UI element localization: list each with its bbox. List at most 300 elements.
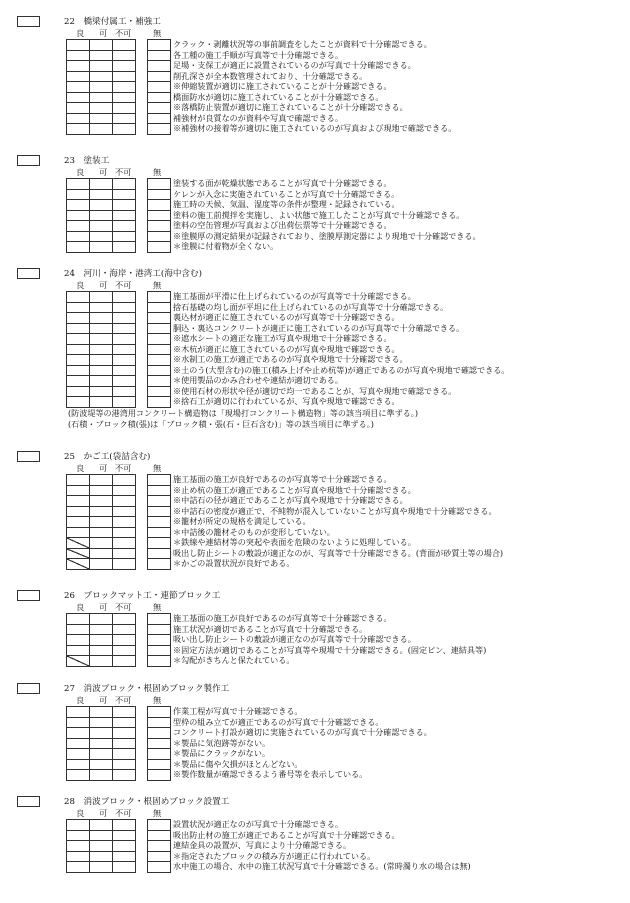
- criteria-item: ※水制工の施工が適正であるのが写真や現地で十分確認できる。: [173, 354, 408, 364]
- check-none[interactable]: [148, 114, 171, 125]
- criteria-item: ※中詰石の密度が適正で、不純物が混入していないことが写真や現地で十分確認できる。: [173, 505, 497, 516]
- check-none[interactable]: [148, 334, 171, 345]
- check-good[interactable]: [67, 635, 90, 646]
- check-ok[interactable]: [90, 496, 113, 507]
- check-bad[interactable]: [113, 559, 136, 570]
- check-good[interactable]: [67, 614, 90, 625]
- check-ok[interactable]: [90, 707, 113, 718]
- rating-grid: [66, 178, 136, 253]
- check-ok[interactable]: [90, 475, 113, 486]
- check-bad[interactable]: [113, 749, 136, 760]
- check-bad[interactable]: [113, 366, 136, 377]
- criteria-list: [173, 178, 481, 252]
- check-bad[interactable]: [113, 61, 136, 72]
- check-none[interactable]: [148, 221, 171, 232]
- criteria-item: ＊指定されたブロックの積み方が適正に行われている。: [173, 850, 376, 861]
- check-none[interactable]: [148, 179, 171, 190]
- check-ok[interactable]: [90, 313, 113, 324]
- check-bad[interactable]: [113, 82, 136, 93]
- check-bad[interactable]: [113, 820, 136, 831]
- rating-grid: [66, 39, 136, 135]
- rating-row: [67, 387, 136, 398]
- check-ok[interactable]: [90, 376, 113, 387]
- check-ok[interactable]: [90, 852, 113, 863]
- check-good[interactable]: [67, 93, 90, 104]
- check-bad[interactable]: [113, 51, 136, 62]
- check-none[interactable]: [148, 749, 171, 760]
- check-ok[interactable]: [90, 334, 113, 345]
- check-none[interactable]: [148, 625, 171, 636]
- check-none[interactable]: [148, 852, 171, 863]
- check-ok[interactable]: [90, 760, 113, 771]
- check-none[interactable]: [148, 760, 171, 771]
- check-ok[interactable]: [90, 200, 113, 211]
- check-none[interactable]: [148, 51, 171, 62]
- check-ok[interactable]: [90, 862, 113, 873]
- check-good[interactable]: [67, 646, 90, 657]
- check-none[interactable]: [148, 345, 171, 356]
- check-good[interactable]: [67, 749, 90, 760]
- criteria-item: ＊製品にクラックがない。: [173, 748, 270, 758]
- check-none[interactable]: [148, 496, 171, 507]
- criteria-list: [173, 39, 456, 134]
- check-none[interactable]: [148, 538, 171, 549]
- check-ok[interactable]: [90, 345, 113, 356]
- check-good[interactable]: [67, 232, 90, 243]
- check-good[interactable]: [67, 72, 90, 83]
- rating-row: [67, 614, 136, 625]
- column-header-ok: 可: [99, 695, 108, 705]
- check-ok[interactable]: [90, 517, 113, 528]
- column-header-bad: 不可: [115, 463, 132, 473]
- check-bad[interactable]: [113, 852, 136, 863]
- section-score-box[interactable]: [17, 796, 40, 807]
- rating-row: [67, 303, 136, 314]
- check-none[interactable]: [148, 635, 171, 646]
- check-ok[interactable]: [90, 190, 113, 201]
- check-good[interactable]: [67, 103, 90, 114]
- check-bad[interactable]: [113, 124, 136, 135]
- check-good[interactable]: [67, 538, 90, 549]
- column-header-none: 無: [153, 602, 162, 612]
- check-none[interactable]: [148, 124, 171, 135]
- check-bad[interactable]: [113, 831, 136, 842]
- rating-row: [67, 625, 136, 636]
- rating-row: [67, 656, 136, 667]
- rating-row: [67, 749, 136, 760]
- check-none[interactable]: [148, 93, 171, 104]
- criteria-item: 連結金具の設置が、写真により十分確認できる。: [173, 840, 352, 850]
- check-ok[interactable]: [90, 507, 113, 518]
- check-none[interactable]: [148, 707, 171, 718]
- check-good[interactable]: [67, 366, 90, 377]
- none-column: [147, 819, 171, 873]
- check-bad[interactable]: [113, 475, 136, 486]
- criteria-item: ※落橋防止装置が適切に施工されていることが十分確認できる。: [173, 102, 408, 112]
- check-none[interactable]: [148, 718, 171, 729]
- check-bad[interactable]: [113, 718, 136, 729]
- column-header-ok: 可: [99, 280, 108, 290]
- check-bad[interactable]: [113, 517, 136, 528]
- criteria-item: ＊中詰後の籠材そのものが変形していない。: [173, 526, 335, 537]
- check-bad[interactable]: [113, 72, 136, 83]
- column-header-bad: 不可: [115, 280, 132, 290]
- check-ok[interactable]: [90, 528, 113, 539]
- check-bad[interactable]: [113, 841, 136, 852]
- check-good[interactable]: [67, 200, 90, 211]
- check-ok[interactable]: [90, 559, 113, 570]
- rating-row: [67, 496, 136, 507]
- check-good[interactable]: [67, 179, 90, 190]
- check-none[interactable]: [148, 313, 171, 324]
- check-good[interactable]: [67, 475, 90, 486]
- check-bad[interactable]: [113, 190, 136, 201]
- check-bad[interactable]: [113, 303, 136, 314]
- check-ok[interactable]: [90, 538, 113, 549]
- rating-row: [67, 221, 136, 232]
- check-ok[interactable]: [90, 656, 113, 667]
- check-ok[interactable]: [90, 831, 113, 842]
- check-ok[interactable]: [90, 93, 113, 104]
- criteria-item: ※塗膜厚の測定結果が記録されており、塗膜厚測定器により現地で十分確認できる。: [173, 230, 481, 241]
- section-score-box[interactable]: [17, 683, 40, 694]
- rating-row: [67, 528, 136, 539]
- check-ok[interactable]: [90, 549, 113, 560]
- column-header-good: 良: [76, 463, 85, 473]
- check-bad[interactable]: [113, 313, 136, 324]
- check-none[interactable]: [148, 376, 171, 387]
- check-ok[interactable]: [90, 114, 113, 125]
- criteria-item: 裏込材が適正に施工されているのが写真等で十分確認できる。: [173, 312, 400, 322]
- check-bad[interactable]: [113, 334, 136, 345]
- check-ok[interactable]: [90, 303, 113, 314]
- check-ok[interactable]: [90, 718, 113, 729]
- check-none[interactable]: [148, 40, 171, 51]
- rating-grid: [66, 291, 136, 408]
- check-good[interactable]: [67, 82, 90, 93]
- check-ok[interactable]: [90, 614, 113, 625]
- criteria-item: ＊かごの設置状況が良好である。: [173, 558, 295, 568]
- check-bad[interactable]: [113, 200, 136, 211]
- section-score-box[interactable]: [17, 155, 40, 166]
- section-score-box[interactable]: [17, 16, 40, 27]
- check-good[interactable]: [67, 40, 90, 51]
- check-good[interactable]: [67, 496, 90, 507]
- criteria-item: 施工基面の施工が良好であるのが写真等で十分確認できる。: [173, 613, 392, 623]
- check-none[interactable]: [148, 61, 171, 72]
- check-none[interactable]: [148, 82, 171, 93]
- check-bad[interactable]: [113, 496, 136, 507]
- check-none[interactable]: [148, 72, 171, 83]
- section-score-box[interactable]: [17, 590, 40, 601]
- check-good[interactable]: [67, 656, 90, 667]
- criteria-item: 施工基面の施工が良好であるのが写真等で十分確認できる。: [173, 474, 392, 484]
- check-none[interactable]: [148, 820, 171, 831]
- rating-row: [67, 355, 136, 366]
- check-good[interactable]: [67, 334, 90, 345]
- criteria-item: ※中詰石の径が適正であることが写真や現地で十分確認できる。: [173, 495, 408, 505]
- check-bad[interactable]: [113, 707, 136, 718]
- rating-row: [67, 114, 136, 125]
- check-bad[interactable]: [113, 40, 136, 51]
- check-good[interactable]: [67, 51, 90, 62]
- rating-row: [67, 739, 136, 750]
- check-bad[interactable]: [113, 739, 136, 750]
- column-header-bad: 不可: [115, 808, 132, 818]
- check-ok[interactable]: [90, 51, 113, 62]
- check-ok[interactable]: [90, 221, 113, 232]
- column-header-bad: 不可: [115, 167, 132, 177]
- criteria-item: ＊勾配がきちんと保たれている。: [173, 655, 295, 665]
- section-title: 22 橋梁付属工・補強工: [64, 17, 161, 27]
- check-good[interactable]: [67, 559, 90, 570]
- check-none[interactable]: [148, 614, 171, 625]
- section-note: (石積・ブロック積(張)は「ブロック積・張(石・巨石含む)」等の該当項目に準ずる。): [68, 418, 374, 429]
- check-none[interactable]: [148, 475, 171, 486]
- rating-row: [67, 345, 136, 356]
- check-none[interactable]: [148, 656, 171, 667]
- check-good[interactable]: [67, 728, 90, 739]
- check-good[interactable]: [67, 303, 90, 314]
- check-good[interactable]: [67, 528, 90, 539]
- criteria-item: ※遮水シートの適正な施工が写真や現地で十分確認できる。: [173, 333, 392, 343]
- column-header-ok: 可: [99, 463, 108, 473]
- column-header-ok: 可: [99, 28, 108, 38]
- check-good[interactable]: [67, 345, 90, 356]
- check-good[interactable]: [67, 387, 90, 398]
- check-none[interactable]: [148, 486, 171, 497]
- check-none[interactable]: [148, 355, 171, 366]
- check-ok[interactable]: [90, 40, 113, 51]
- check-none[interactable]: [148, 549, 171, 560]
- check-bad[interactable]: [113, 538, 136, 549]
- criteria-item: 吸出防止材の施工が適正であることが写真で十分確認できる。: [173, 829, 400, 840]
- check-ok[interactable]: [90, 72, 113, 83]
- none-column: [147, 291, 171, 408]
- check-bad[interactable]: [113, 635, 136, 646]
- check-good[interactable]: [67, 114, 90, 125]
- check-bad[interactable]: [113, 728, 136, 739]
- check-none[interactable]: [148, 507, 171, 518]
- check-good[interactable]: [67, 376, 90, 387]
- check-good[interactable]: [67, 292, 90, 303]
- check-ok[interactable]: [90, 211, 113, 222]
- rating-row: [67, 292, 136, 303]
- check-none[interactable]: [148, 841, 171, 852]
- check-none[interactable]: [148, 211, 171, 222]
- check-good[interactable]: [67, 324, 90, 335]
- check-ok[interactable]: [90, 355, 113, 366]
- check-ok[interactable]: [90, 486, 113, 497]
- criteria-item: ※籠材が所定の規格を満足している。: [173, 516, 311, 526]
- check-good[interactable]: [67, 707, 90, 718]
- check-ok[interactable]: [90, 232, 113, 243]
- check-bad[interactable]: [113, 376, 136, 387]
- check-bad[interactable]: [113, 355, 136, 366]
- check-none[interactable]: [148, 646, 171, 657]
- criteria-item: 胴込・裏込コンクリートが適正に施工されているのが写真等で十分確認できる。: [173, 322, 465, 333]
- check-none[interactable]: [148, 528, 171, 539]
- check-good[interactable]: [67, 211, 90, 222]
- check-bad[interactable]: [113, 387, 136, 398]
- check-good[interactable]: [67, 242, 90, 253]
- criteria-item: 施工基面が平滑に仕上げられているのが写真等で十分確認できる。: [173, 291, 416, 301]
- check-ok[interactable]: [90, 820, 113, 831]
- check-none[interactable]: [148, 103, 171, 114]
- check-none[interactable]: [148, 559, 171, 570]
- rating-row: [67, 61, 136, 72]
- check-bad[interactable]: [113, 397, 136, 408]
- check-ok[interactable]: [90, 635, 113, 646]
- criteria-item: 設置状況が適正なのが写真で十分確認できる。: [173, 819, 343, 829]
- check-ok[interactable]: [90, 625, 113, 636]
- criteria-item: 橋面防水が適切に施工されていることが十分確認できる。: [173, 91, 384, 102]
- rating-row: [67, 517, 136, 528]
- check-bad[interactable]: [113, 232, 136, 243]
- check-ok[interactable]: [90, 82, 113, 93]
- check-none[interactable]: [148, 862, 171, 873]
- check-good[interactable]: [67, 61, 90, 72]
- check-ok[interactable]: [90, 61, 113, 72]
- column-header-ok: 可: [99, 602, 108, 612]
- check-bad[interactable]: [113, 114, 136, 125]
- column-header-good: 良: [76, 602, 85, 612]
- check-bad[interactable]: [113, 179, 136, 190]
- check-ok[interactable]: [90, 387, 113, 398]
- check-good[interactable]: [67, 760, 90, 771]
- check-bad[interactable]: [113, 656, 136, 667]
- check-bad[interactable]: [113, 625, 136, 636]
- rating-row: [67, 232, 136, 243]
- criteria-item: 捨石基礎の均し面が平坦に仕上げられているのが写真等で十分確認できる。: [173, 301, 449, 312]
- check-good[interactable]: [67, 739, 90, 750]
- check-none[interactable]: [148, 232, 171, 243]
- check-none[interactable]: [148, 292, 171, 303]
- check-bad[interactable]: [113, 211, 136, 222]
- check-good[interactable]: [67, 852, 90, 863]
- check-good[interactable]: [67, 625, 90, 636]
- check-none[interactable]: [148, 739, 171, 750]
- check-good[interactable]: [67, 820, 90, 831]
- check-none[interactable]: [148, 190, 171, 201]
- criteria-list: [173, 819, 471, 872]
- column-header-good: 良: [76, 167, 85, 177]
- check-none[interactable]: [148, 303, 171, 314]
- check-good[interactable]: [67, 862, 90, 873]
- rating-row: [67, 718, 136, 729]
- check-bad[interactable]: [113, 646, 136, 657]
- rating-row: [67, 200, 136, 211]
- check-ok[interactable]: [90, 841, 113, 852]
- check-good[interactable]: [67, 397, 90, 408]
- criteria-item: ＊鉄線や連結材等の突起や表面を危険のないように処理している。: [173, 537, 416, 547]
- check-good[interactable]: [67, 831, 90, 842]
- check-none[interactable]: [148, 728, 171, 739]
- check-good[interactable]: [67, 124, 90, 135]
- rating-row: [67, 82, 136, 93]
- check-good[interactable]: [67, 221, 90, 232]
- rating-row: [67, 190, 136, 201]
- check-none[interactable]: [148, 831, 171, 842]
- check-good[interactable]: [67, 549, 90, 560]
- rating-row: [67, 770, 136, 781]
- rating-row: [67, 760, 136, 771]
- section-title: 26 ブロックマット工・連節ブロック工: [64, 591, 221, 601]
- rating-row: [67, 366, 136, 377]
- rating-row: [67, 646, 136, 657]
- check-bad[interactable]: [113, 292, 136, 303]
- check-bad[interactable]: [113, 93, 136, 104]
- check-bad[interactable]: [113, 221, 136, 232]
- rating-row: [67, 549, 136, 560]
- check-none[interactable]: [148, 770, 171, 781]
- check-ok[interactable]: [90, 397, 113, 408]
- section-score-box[interactable]: [17, 268, 40, 279]
- check-bad[interactable]: [113, 324, 136, 335]
- criteria-item: 作業工程が写真で十分確認できる。: [173, 706, 303, 716]
- check-none[interactable]: [148, 387, 171, 398]
- check-bad[interactable]: [113, 549, 136, 560]
- section-title: 24 河川・海岸・港湾工(海中含む): [64, 269, 202, 279]
- check-good[interactable]: [67, 770, 90, 781]
- check-bad[interactable]: [113, 345, 136, 356]
- check-ok[interactable]: [90, 179, 113, 190]
- check-none[interactable]: [148, 242, 171, 253]
- check-none[interactable]: [148, 397, 171, 408]
- check-ok[interactable]: [90, 728, 113, 739]
- check-ok[interactable]: [90, 739, 113, 750]
- check-ok[interactable]: [90, 292, 113, 303]
- check-bad[interactable]: [113, 760, 136, 771]
- criteria-item: ※伸縮装置が適切に施工されていることが十分確認できる。: [173, 81, 392, 91]
- check-good[interactable]: [67, 355, 90, 366]
- check-good[interactable]: [67, 507, 90, 518]
- criteria-item: 補強材が良質なのが資料や写真で確認できる。: [173, 112, 343, 123]
- column-header-none: 無: [153, 695, 162, 705]
- check-good[interactable]: [67, 517, 90, 528]
- criteria-item: ＊製品に傷や欠損がほとんどない。: [173, 758, 303, 769]
- check-ok[interactable]: [90, 770, 113, 781]
- check-none[interactable]: [148, 366, 171, 377]
- check-ok[interactable]: [90, 103, 113, 114]
- check-ok[interactable]: [90, 124, 113, 135]
- check-ok[interactable]: [90, 324, 113, 335]
- check-bad[interactable]: [113, 862, 136, 873]
- check-good[interactable]: [67, 841, 90, 852]
- check-none[interactable]: [148, 324, 171, 335]
- section-score-box[interactable]: [17, 451, 40, 462]
- check-none[interactable]: [148, 517, 171, 528]
- check-ok[interactable]: [90, 646, 113, 657]
- criteria-item: ※土のう(大型含む)の施工(積み上げや止め杭等)が適正であるのが写真や現地で確認できる。: [173, 364, 510, 375]
- check-good[interactable]: [67, 718, 90, 729]
- check-good[interactable]: [67, 486, 90, 497]
- section-title: 28 消波ブロック・根固めブロック設置工: [64, 797, 230, 807]
- check-bad[interactable]: [113, 614, 136, 625]
- check-ok[interactable]: [90, 242, 113, 253]
- check-bad[interactable]: [113, 528, 136, 539]
- check-none[interactable]: [148, 200, 171, 211]
- check-bad[interactable]: [113, 242, 136, 253]
- check-bad[interactable]: [113, 770, 136, 781]
- check-bad[interactable]: [113, 103, 136, 114]
- check-good[interactable]: [67, 190, 90, 201]
- check-ok[interactable]: [90, 366, 113, 377]
- check-bad[interactable]: [113, 507, 136, 518]
- check-bad[interactable]: [113, 486, 136, 497]
- check-ok[interactable]: [90, 749, 113, 760]
- check-good[interactable]: [67, 313, 90, 324]
